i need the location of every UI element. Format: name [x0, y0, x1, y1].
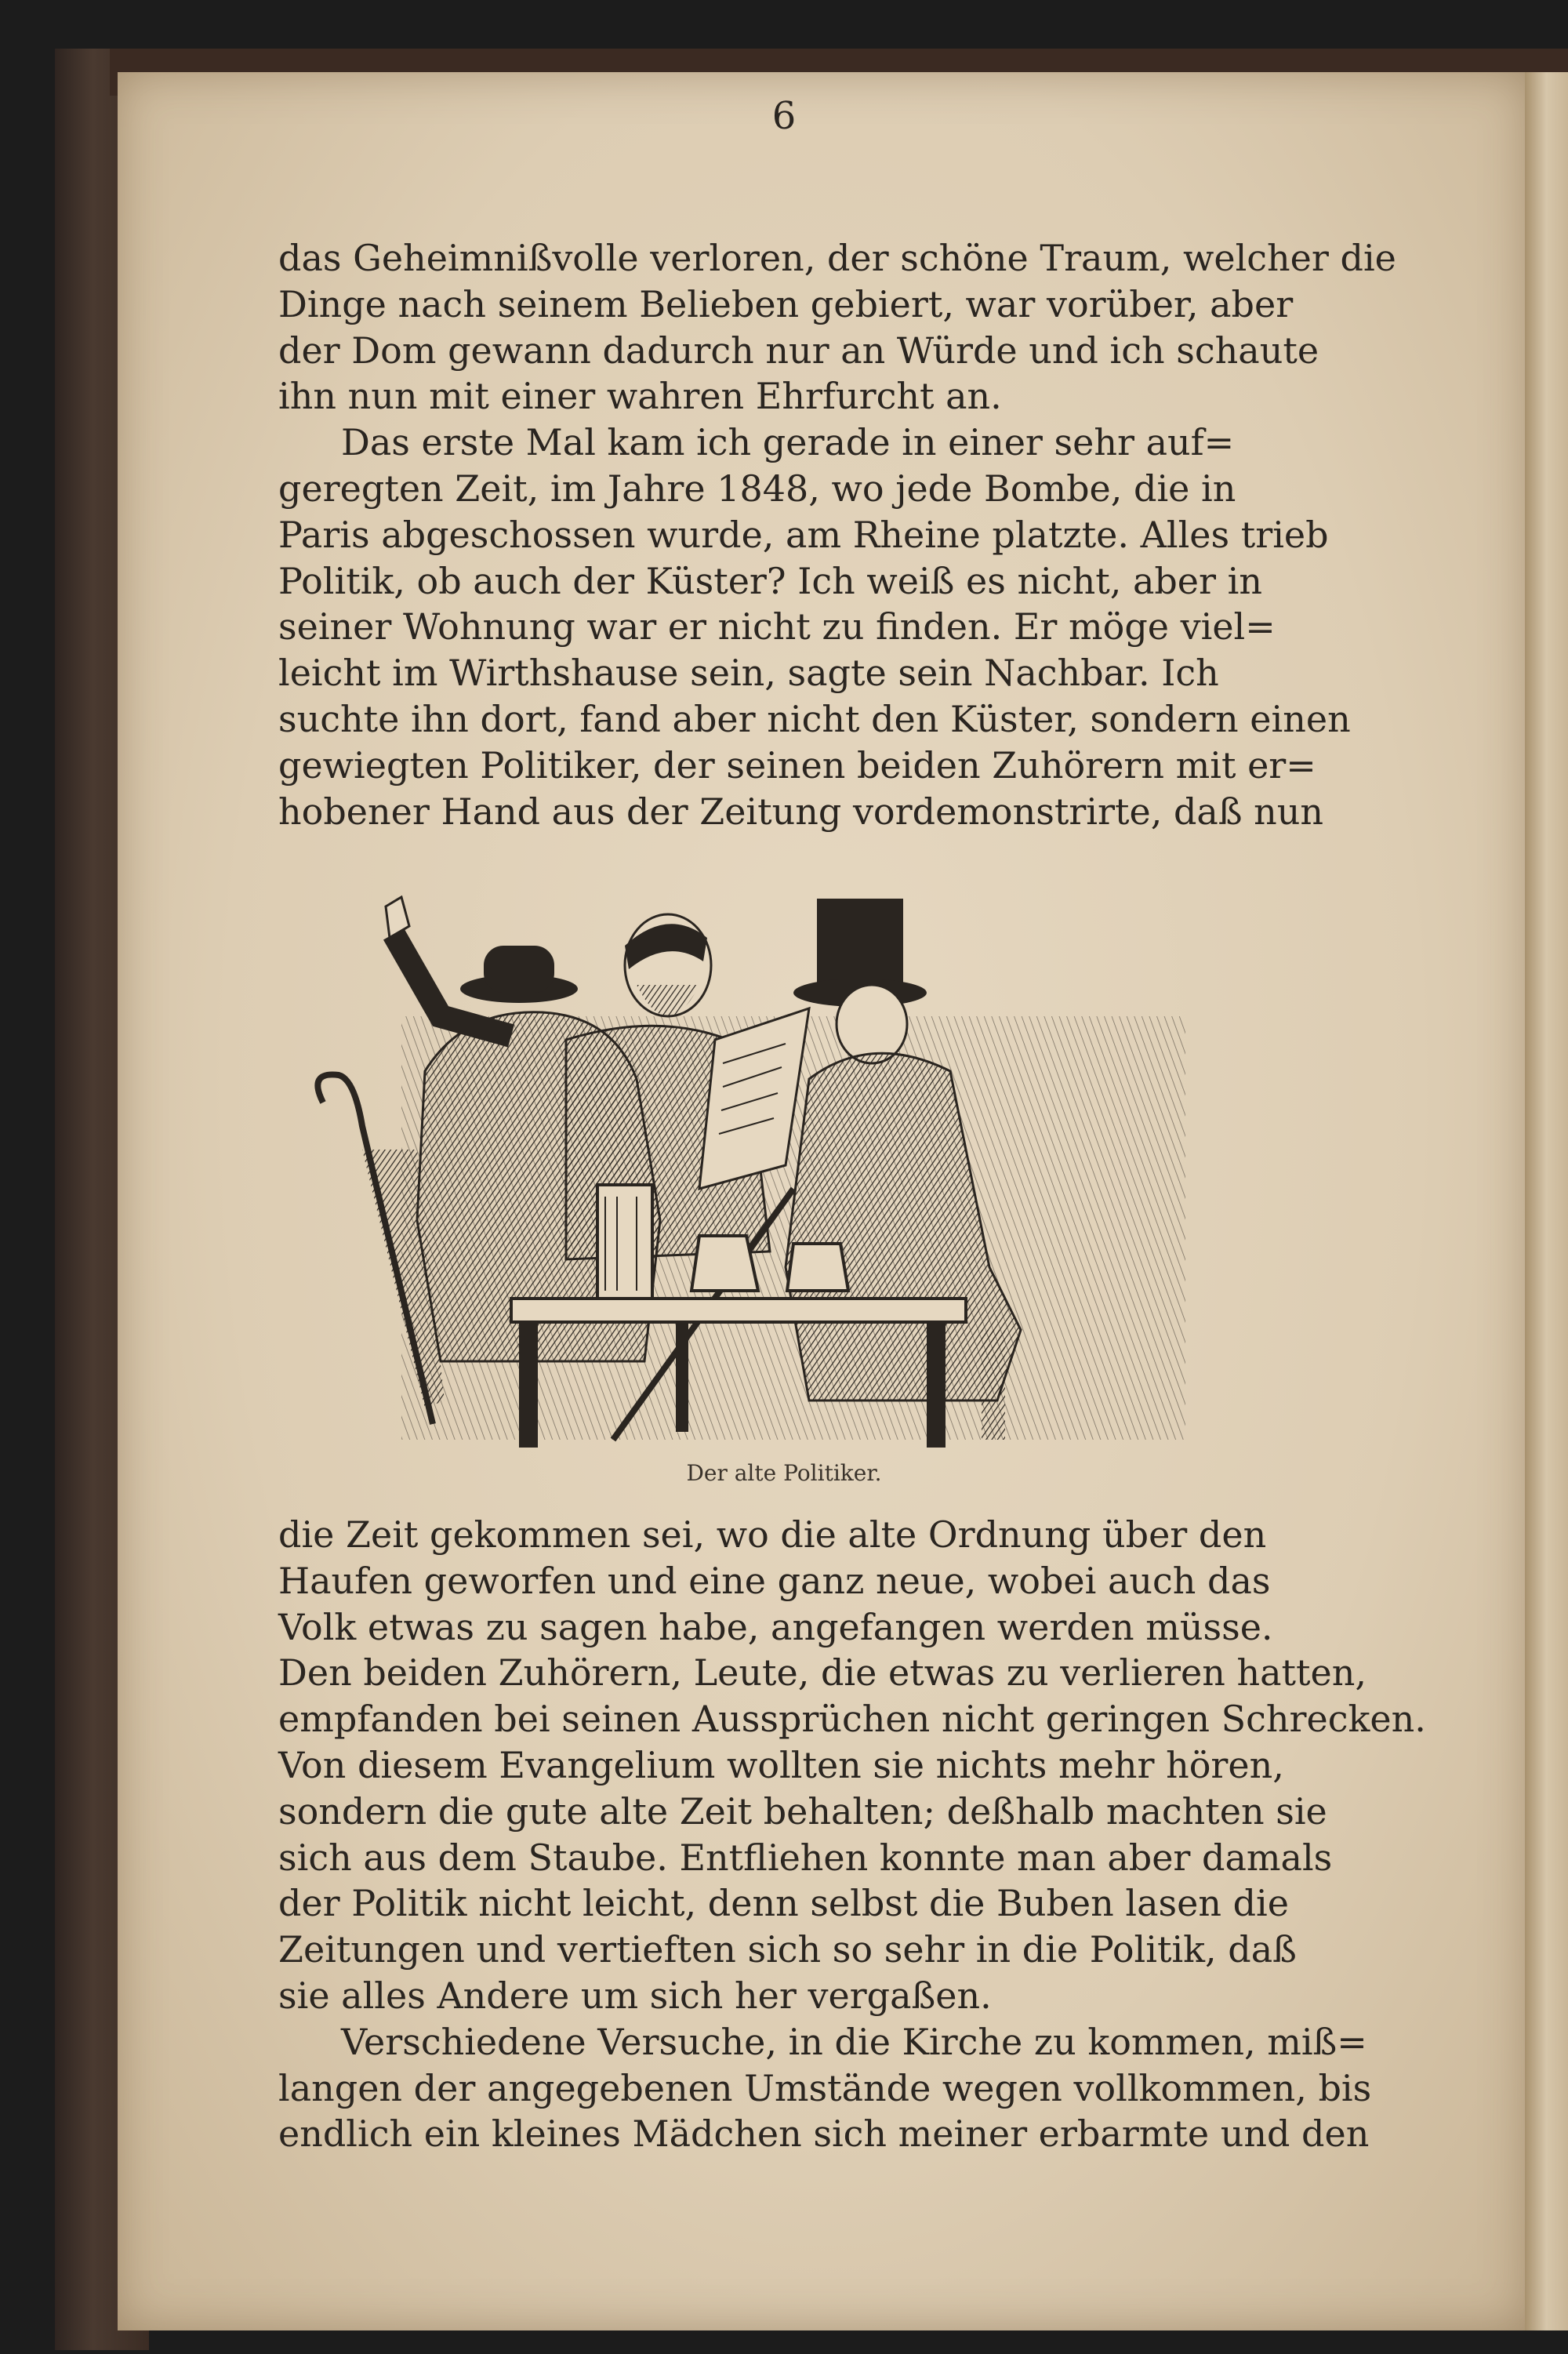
text-line: suchte ihn dort, fand aber nicht den Küster, sondern einen — [278, 697, 1351, 740]
text-line: geregten Zeit, im Jahre 1848, wo jede Bombe, die in — [278, 467, 1236, 510]
text-line: Haufen geworfen und eine ganz neue, wobei auch das — [278, 1559, 1271, 1602]
text-line: der Dom gewann dadurch nur an Würde und ich schaute — [278, 329, 1319, 372]
text-line: leicht im Wirthshause sein, sagte sein Nachbar. Ich — [278, 652, 1219, 695]
text-block-top — [278, 235, 1396, 834]
text-line: hobener Hand aus der Zeitung vordemonstrirte, daß nun — [278, 790, 1324, 833]
text-block-bottom — [278, 1512, 1426, 2157]
text-line: sich aus dem Staube. Entfliehen konnte man aber damals — [278, 1836, 1333, 1879]
illustration-caption: Der alte Politiker. — [686, 1460, 882, 1486]
text-line: Verschiedene Versuche, in die Kirche zu kommen, miß= — [341, 2020, 1367, 2063]
text-line: endlich ein kleines Mädchen sich meiner erbarmte und den — [278, 2112, 1370, 2156]
text-line: langen der angegebenen Umstände wegen vollkommen, bis — [278, 2066, 1372, 2109]
text-line: sondern die gute alte Zeit behalten; deßhalb machten sie — [278, 1789, 1327, 1833]
text-line: sie alles Andere um sich her vergaßen. — [278, 1974, 992, 2017]
text-line: Paris abgeschossen wurde, am Rheine platzte. Alles trieb — [278, 513, 1329, 556]
text-line: Von diesem Evangelium wollten sie nichts mehr hören, — [278, 1743, 1284, 1786]
text-line: Volk etwas zu sagen habe, angefangen werden müsse. — [278, 1605, 1273, 1648]
text-line: gewiegten Politiker, der seinen beiden Zuhörern mit er= — [278, 743, 1316, 786]
text-line: Politik, ob auch der Küster? Ich weiß es nicht, aber in — [278, 559, 1262, 602]
facing-page-edge — [1525, 72, 1568, 2330]
text-line: empfanden bei seinen Aussprüchen nicht geringen Schrecken. — [278, 1698, 1426, 1741]
text-line: das Geheimnißvolle verloren, der schöne Traum, welcher die — [278, 237, 1396, 279]
text-line: Zeitungen und vertieften sich so sehr in die Politik, daß — [278, 1928, 1297, 1971]
engraving-illustration — [307, 891, 1287, 1455]
text-line: ihn nun mit einer wahren Ehrfurcht an. — [278, 375, 1002, 418]
text-line: Das erste Mal kam ich gerade in einer sehr auf= — [341, 421, 1235, 464]
text-line: seiner Wohnung war er nicht zu finden. Er möge viel= — [278, 605, 1276, 648]
text-line: Dinge nach seinem Belieben gebiert, war vorüber, aber — [278, 282, 1294, 325]
text-line: die Zeit gekommen sei, wo die alte Ordnung über den — [278, 1513, 1267, 1556]
page-number: 6 — [771, 94, 797, 138]
text-line: Den beiden Zuhörern, Leute, die etwas zu verlieren hatten, — [278, 1651, 1367, 1695]
text-line: der Politik nicht leicht, denn selbst die Buben lasen die — [278, 1882, 1289, 1925]
